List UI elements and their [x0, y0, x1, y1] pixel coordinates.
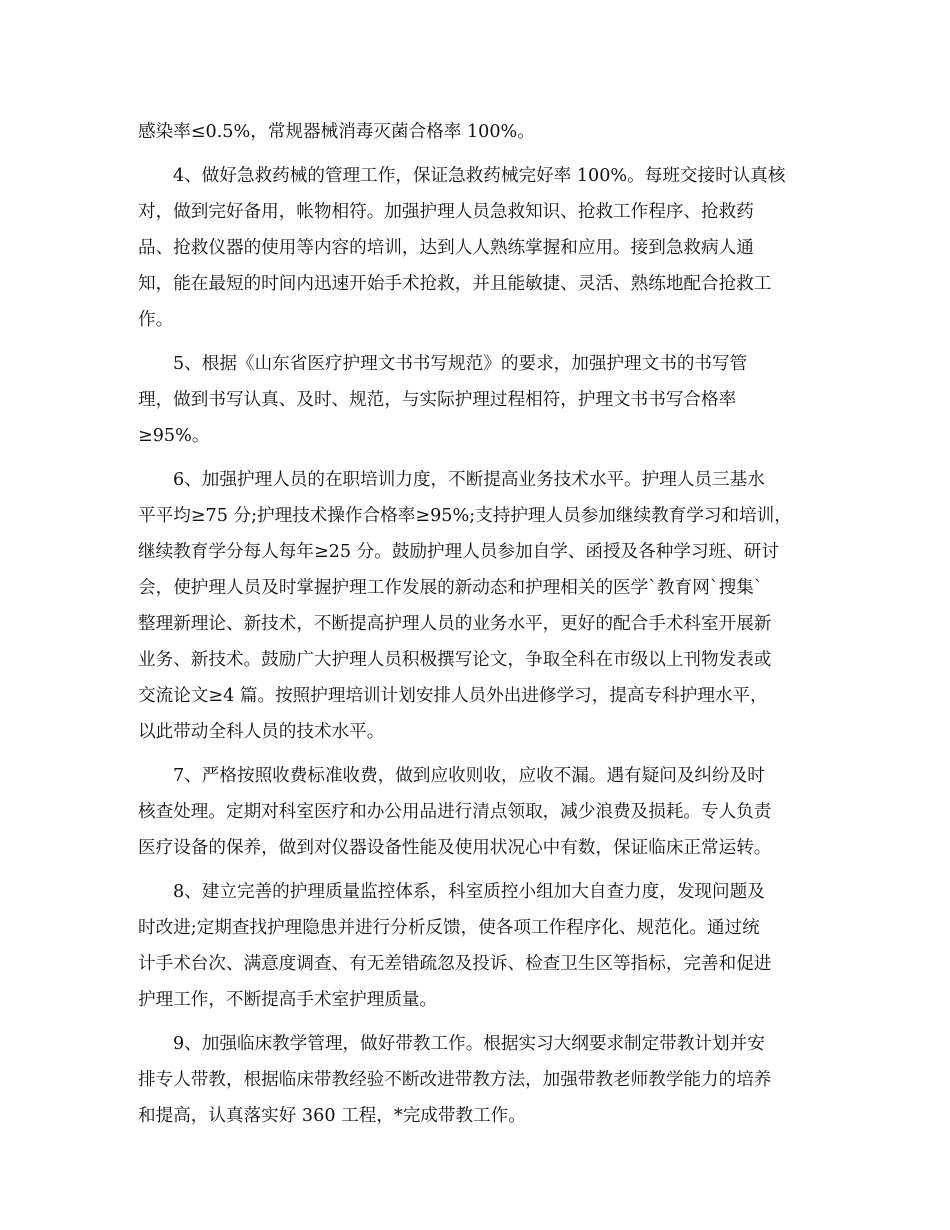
paragraph: [138, 346, 810, 454]
text-line: 继续教育学分每人每年≥25 分。鼓励护理人员参加自学、函授及各种学习班、研讨: [138, 542, 779, 562]
text-line: 4、做好急救药械的管理工作，保证急救药械完好率 100%。每班交接时认真核: [173, 166, 786, 186]
text-line: 以此带动全科人员的技术水平。: [138, 722, 385, 742]
text-line: 平平均≥75 分;护理技术操作合格率≥95%;支持护理人员参加继续教育学习和培训，: [138, 506, 792, 526]
text-line: 计手术台次、满意度调查、有无差错疏忽及投诉、检查卫生区等指标，完善和促进: [138, 954, 772, 974]
paragraph: [138, 462, 810, 750]
text-line: 9、加强临床教学管理，做好带教工作。根据实习大纲要求制定带教计划并安: [173, 1034, 765, 1054]
document-body: [138, 114, 810, 1142]
text-line: 护理工作，不断提高手术室护理质量。: [138, 990, 438, 1010]
text-line: 知，能在最短的时间内迅速开始手术抢救，并且能敏捷、灵活、熟练地配合抢救工: [138, 274, 772, 294]
text-line: 医疗设备的保养，做到对仪器设备性能及使用状况心中有数，保证临床正常运转。: [138, 838, 772, 858]
paragraph: [138, 1026, 810, 1134]
text-line: 8、建立完善的护理质量监控体系，科室质控小组加大自查力度，发现问题及: [173, 882, 765, 902]
paragraph: [138, 158, 810, 338]
text-line: 交流论文≥4 篇。按照护理培训计划安排人员外出进修学习，提高专科护理水平，: [138, 686, 768, 706]
text-line: 7、严格按照收费标准收费，做到应收则收，应收不漏。遇有疑问及纠纷及时: [173, 766, 765, 786]
text-line: 会，使护理人员及时掌握护理工作发展的新动态和护理相关的医学`教育网`搜集`: [138, 578, 763, 598]
text-line: 理，做到书写认真、及时、规范，与实际护理过程相符，护理文书书写合格率: [138, 390, 737, 410]
text-line: 品、抢救仪器的使用等内容的培训，达到人人熟练掌握和应用。接到急救病人通: [138, 238, 754, 258]
text-line: 整理新理论、新技术，不断提高护理人员的业务水平，更好的配合手术科室开展新: [138, 614, 772, 634]
text-line: 和提高，认真落实好 360 工程，*完成带教工作。: [138, 1106, 526, 1126]
paragraph: [138, 114, 810, 150]
text-line: ≥95%。: [138, 426, 210, 446]
text-line: 6、加强护理人员的在职培训力度，不断提高业务技术水平。护理人员三基水: [173, 470, 765, 490]
text-line: 排专人带教，根据临床带教经验不断改进带教方法，加强带教老师教学能力的培养: [138, 1070, 772, 1090]
text-line: 对，做到完好备用，帐物相符。加强护理人员急救知识、抢救工作程序、抢救药: [138, 202, 754, 222]
text-line: 感染率≤0.5%，常规器械消毒灭菌合格率 100%。: [138, 122, 535, 142]
paragraph: [138, 874, 810, 1018]
text-line: 时改进;定期查找护理隐患并进行分析反馈，使各项工作程序化、规范化。通过统: [138, 918, 760, 938]
paragraph: [138, 758, 810, 866]
text-line: 核查处理。定期对科室医疗和办公用品进行清点领取，减少浪费及损耗。专人负责: [138, 802, 772, 822]
text-line: 业务、新技术。鼓励广大护理人员积极撰写论文，争取全科在市级以上刊物发表或: [138, 650, 772, 670]
text-line: 作。: [138, 310, 174, 330]
text-line: 5、根据《山东省医疗护理文书书写规范》的要求，加强护理文书的书写管: [173, 354, 748, 374]
